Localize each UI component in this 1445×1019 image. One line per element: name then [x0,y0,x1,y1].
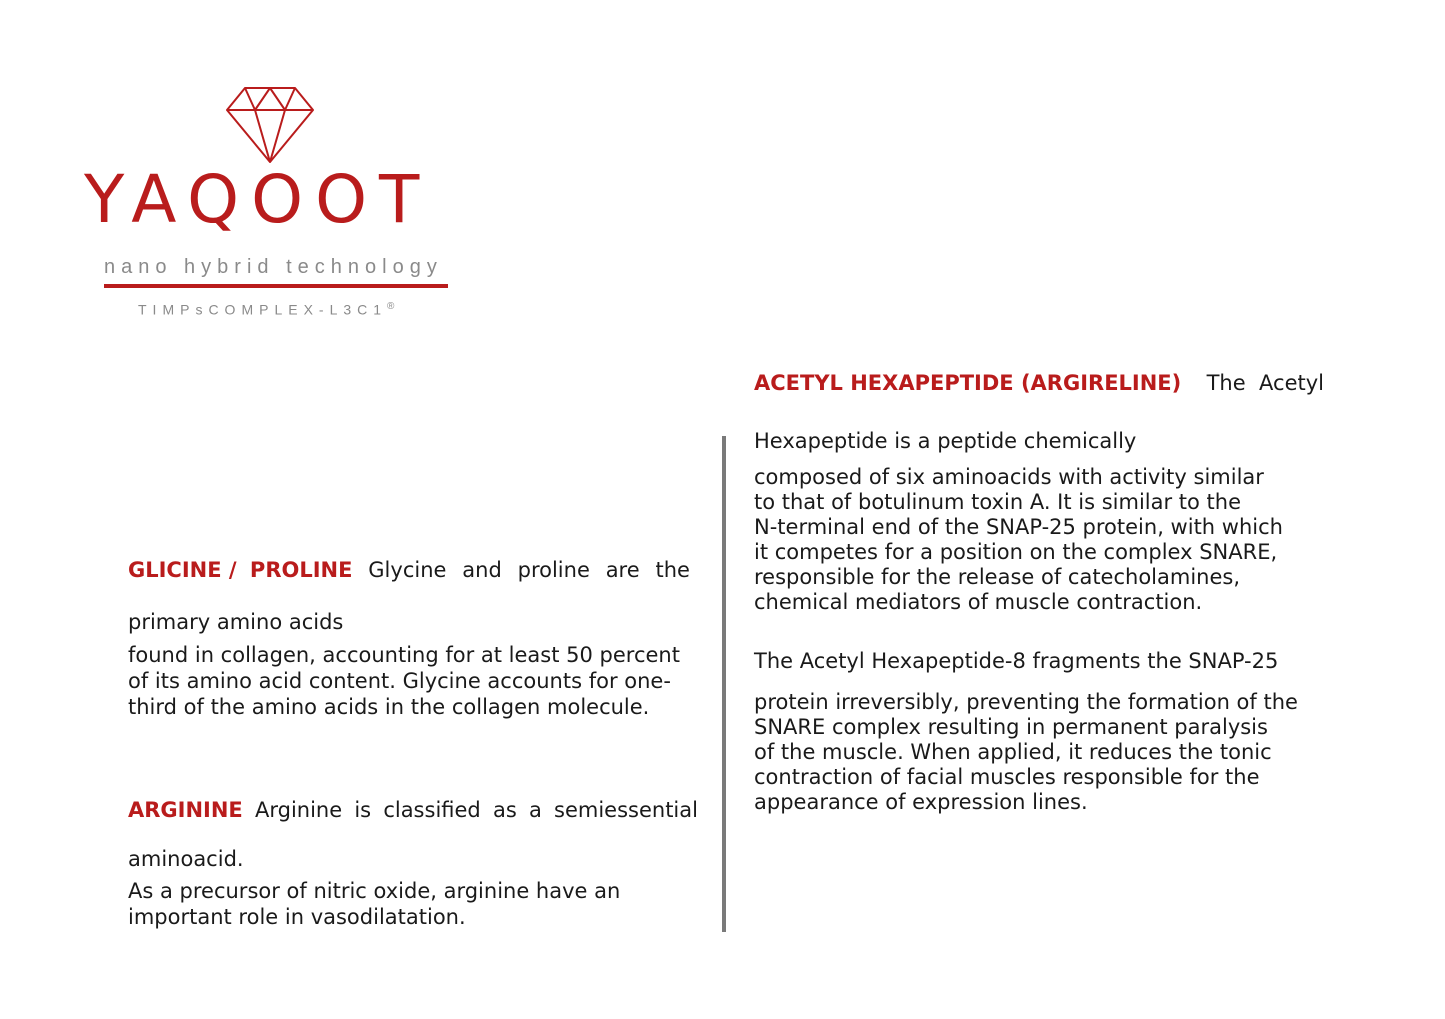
text-line: protein irreversibly, preventing the formation of the [754,690,1298,714]
text-line: it competes for a position on the complex SNARE, [754,540,1278,564]
text-line: SNARE complex resulting in permanent paralysis [754,715,1268,739]
column-divider [722,436,726,932]
gem-logo-icon [225,86,315,164]
word: The [1206,371,1246,395]
word: the [655,558,690,582]
glicine-heading: GLICINE / [128,558,237,582]
text-line: N-terminal end of the SNAP-25 protein, with which [754,515,1283,539]
glicine-heading-line [128,558,690,583]
brand-wordmark: YAQOOT [84,161,432,238]
word: is [354,798,372,822]
glicine-line-5: third of the amino acids in the collagen molecule. [128,695,650,719]
acetyl-heading-line [754,371,1324,396]
arginine-line-3: As a precursor of nitric oxide, arginine have an [128,879,621,903]
word: as [492,798,517,822]
glicine-line-3: found in collagen, accounting for at least 50 percent [128,643,680,667]
acetyl-para-2 [754,690,1298,815]
arginine-line-2: aminoacid. [128,847,244,871]
text-line: contraction of facial muscles responsible for the [754,765,1260,789]
word: Glycine [368,558,447,582]
brand-subline [138,301,394,318]
text-line: of the muscle. When applied, it reduces the tonic [754,740,1272,764]
proline-heading: PROLINE [249,558,353,582]
word: classified [383,798,481,822]
word: are [605,558,640,582]
acetyl-para-1 [754,465,1283,615]
text-line: appearance of expression lines. [754,790,1088,814]
text-line: responsible for the release of catecholamines, [754,565,1241,589]
word: Arginine [254,798,343,822]
acetyl-para-2-first: The Acetyl Hexapeptide-8 fragments the SNAP-25 [754,649,1279,673]
text-line: to that of botulinum toxin A. It is similar to the [754,490,1242,514]
word: proline [517,558,590,582]
word: and [462,558,502,582]
registered-mark: ® [387,301,395,312]
word: semiessential [554,798,698,822]
brand-rule [104,284,448,288]
brand-sub-text: TIMPsCOMPLEX-L3C1 [138,301,388,318]
word: Acetyl [1259,371,1324,395]
arginine-heading: ARGININE [128,798,243,822]
arginine-line-4: important role in vasodilatation. [128,905,466,929]
word: a [528,798,542,822]
acetyl-heading: ACETYL HEXAPEPTIDE (ARGIRELINE) [754,371,1182,395]
glicine-line-4: of its amino acid content. Glycine accounts for one- [128,669,671,693]
text-line: composed of six aminoacids with activity similar [754,465,1264,489]
brand-tagline: nano hybrid technology [104,256,443,278]
text-line: chemical mediators of muscle contraction. [754,590,1203,614]
glicine-line-2: primary amino acids [128,610,344,634]
acetyl-line-2: Hexapeptide is a peptide chemically [754,429,1137,453]
arginine-heading-line [128,798,698,823]
